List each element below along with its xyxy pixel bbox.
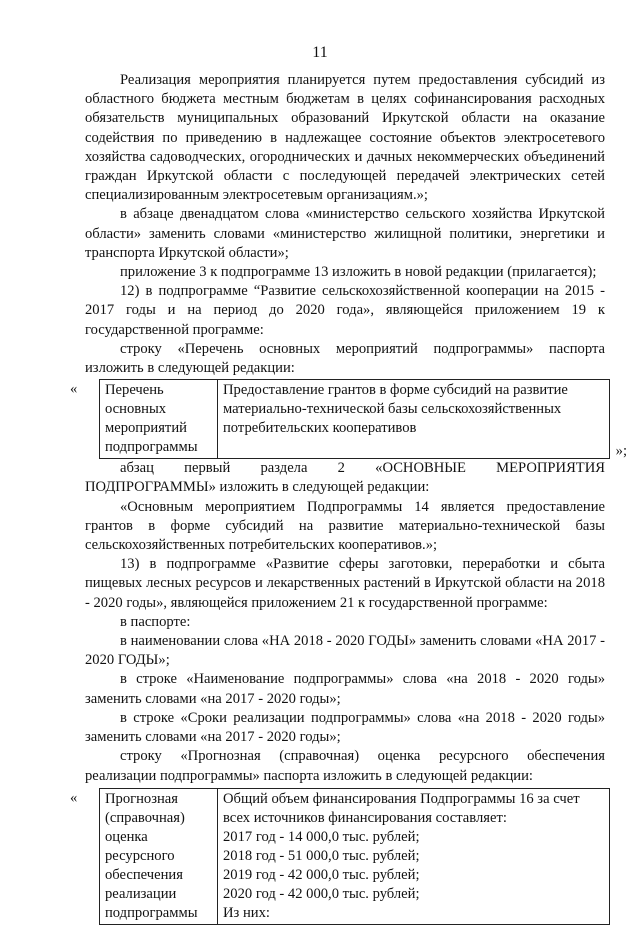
table-2-wrapper	[70, 788, 605, 925]
table-row	[100, 380, 610, 459]
paragraph: в паспорте:	[120, 613, 191, 630]
page-number: 11	[312, 44, 328, 61]
paragraph: 12) в подпрограмме “Развитие сельскохозяйственной кооперации на 2015 - 2017 годы и на период до 2020 года», являющейся приложением 19 к государственной программе:	[85, 283, 605, 338]
value-line: 2017 год - 14 000,0 тыс. рублей;	[223, 828, 420, 845]
value-line: 2019 год - 42 000,0 тыс. рублей;	[223, 866, 420, 883]
table-row	[100, 788, 610, 924]
label-line: подпрограммы	[105, 904, 198, 921]
paragraph: «Основным мероприятием Подпрограммы 14 является предоставление грантов в форме субсидий на развитие материально-технической базы сельскохозяйственных потребительских кооперативов.»;	[85, 498, 605, 554]
table-cell-label: Перечень основных мероприятий подпрограммы	[100, 380, 218, 459]
paragraph: в строке «Сроки реализации подпрограммы» слова «на 2018 - 2020 годы» заменить словами «на 2017 - 2020 годы»;	[85, 709, 605, 746]
paragraph: приложение 3 к подпрограмме 13 изложить в новой редакции (прилагается);	[120, 264, 597, 281]
table-resources	[99, 788, 610, 925]
table-cell-value	[218, 788, 610, 924]
table-activities	[99, 379, 610, 459]
value-line: Общий объем финансирования Подпрограммы 16 за счет всех источников финансирования составляет:	[223, 790, 580, 826]
label-line: ресурсного	[105, 847, 175, 864]
label-line: оценка	[105, 828, 148, 845]
label-line: (справочная)	[105, 809, 185, 826]
open-quote: «	[70, 789, 78, 806]
table-cell-value: Предоставление грантов в форме субсидий на развитие материально-технической базы сельскохозяйственных потребительских кооперативов	[218, 380, 610, 459]
value-line: 2020 год - 42 000,0 тыс. рублей;	[223, 885, 420, 902]
paragraph: строку «Прогнозная (справочная) оценка ресурсного обеспечения реализации подпрограммы» паспорта изложить в следующей редакции:	[85, 748, 605, 784]
paragraph: Реализация мероприятия планируется путем предоставления субсидий из областного бюджета местным бюджетам в целях софинансирования расходных обязательств муниципальных образований Иркутской области на оказание содействия по приведению в надлежащее состояние объектов электросетевого хозяйства садоводческих, огороднических и дачных некоммерческих объединений граждан Иркутской области с последующей передачей электрических сетей специализированным электросетевым организациям.»;	[85, 72, 605, 204]
label-line: реализации	[105, 885, 177, 902]
label-line: Прогнозная	[105, 790, 178, 807]
table-1-wrapper	[70, 379, 627, 460]
value-line: 2018 год - 51 000,0 тыс. рублей;	[223, 847, 420, 864]
paragraph: в наименовании слова «НА 2018 - 2020 ГОДЫ» заменить словами «НА 2017 - 2020 ГОДЫ»;	[85, 633, 605, 669]
paragraph: 13) в подпрограмме «Развитие сферы заготовки, переработки и сбыта пищевых лесных ресурсов и лекарственных растений в Иркутской области на 2018 - 2020 годы», являющейся приложением 21 к государственной программе:	[85, 556, 605, 611]
document-body	[70, 71, 627, 925]
open-quote: «	[70, 381, 78, 398]
paragraph: в строке «Наименование подпрограммы» слова «на 2018 - 2020 годы» заменить словами «на 2017 - 2020 годы»;	[85, 671, 605, 707]
table-cell-label	[100, 788, 218, 924]
label-line: обеспечения	[105, 866, 183, 883]
paragraph: в абзаце двенадцатом слова «министерство сельского хозяйства Иркутской области» заменить словами «министерство жилищной политики, энергетики и транспорта Иркутской области»;	[85, 206, 605, 261]
paragraph: строку «Перечень основных мероприятий подпрограммы» паспорта изложить в следующей редакции:	[85, 340, 605, 377]
value-line: Из них:	[223, 904, 270, 921]
paragraph: абзац первый раздела 2 «ОСНОВНЫЕ МЕРОПРИЯТИЯ ПОДПРОГРАММЫ» изложить в следующей редакции:	[85, 460, 605, 496]
close-quote: »;	[615, 443, 627, 460]
